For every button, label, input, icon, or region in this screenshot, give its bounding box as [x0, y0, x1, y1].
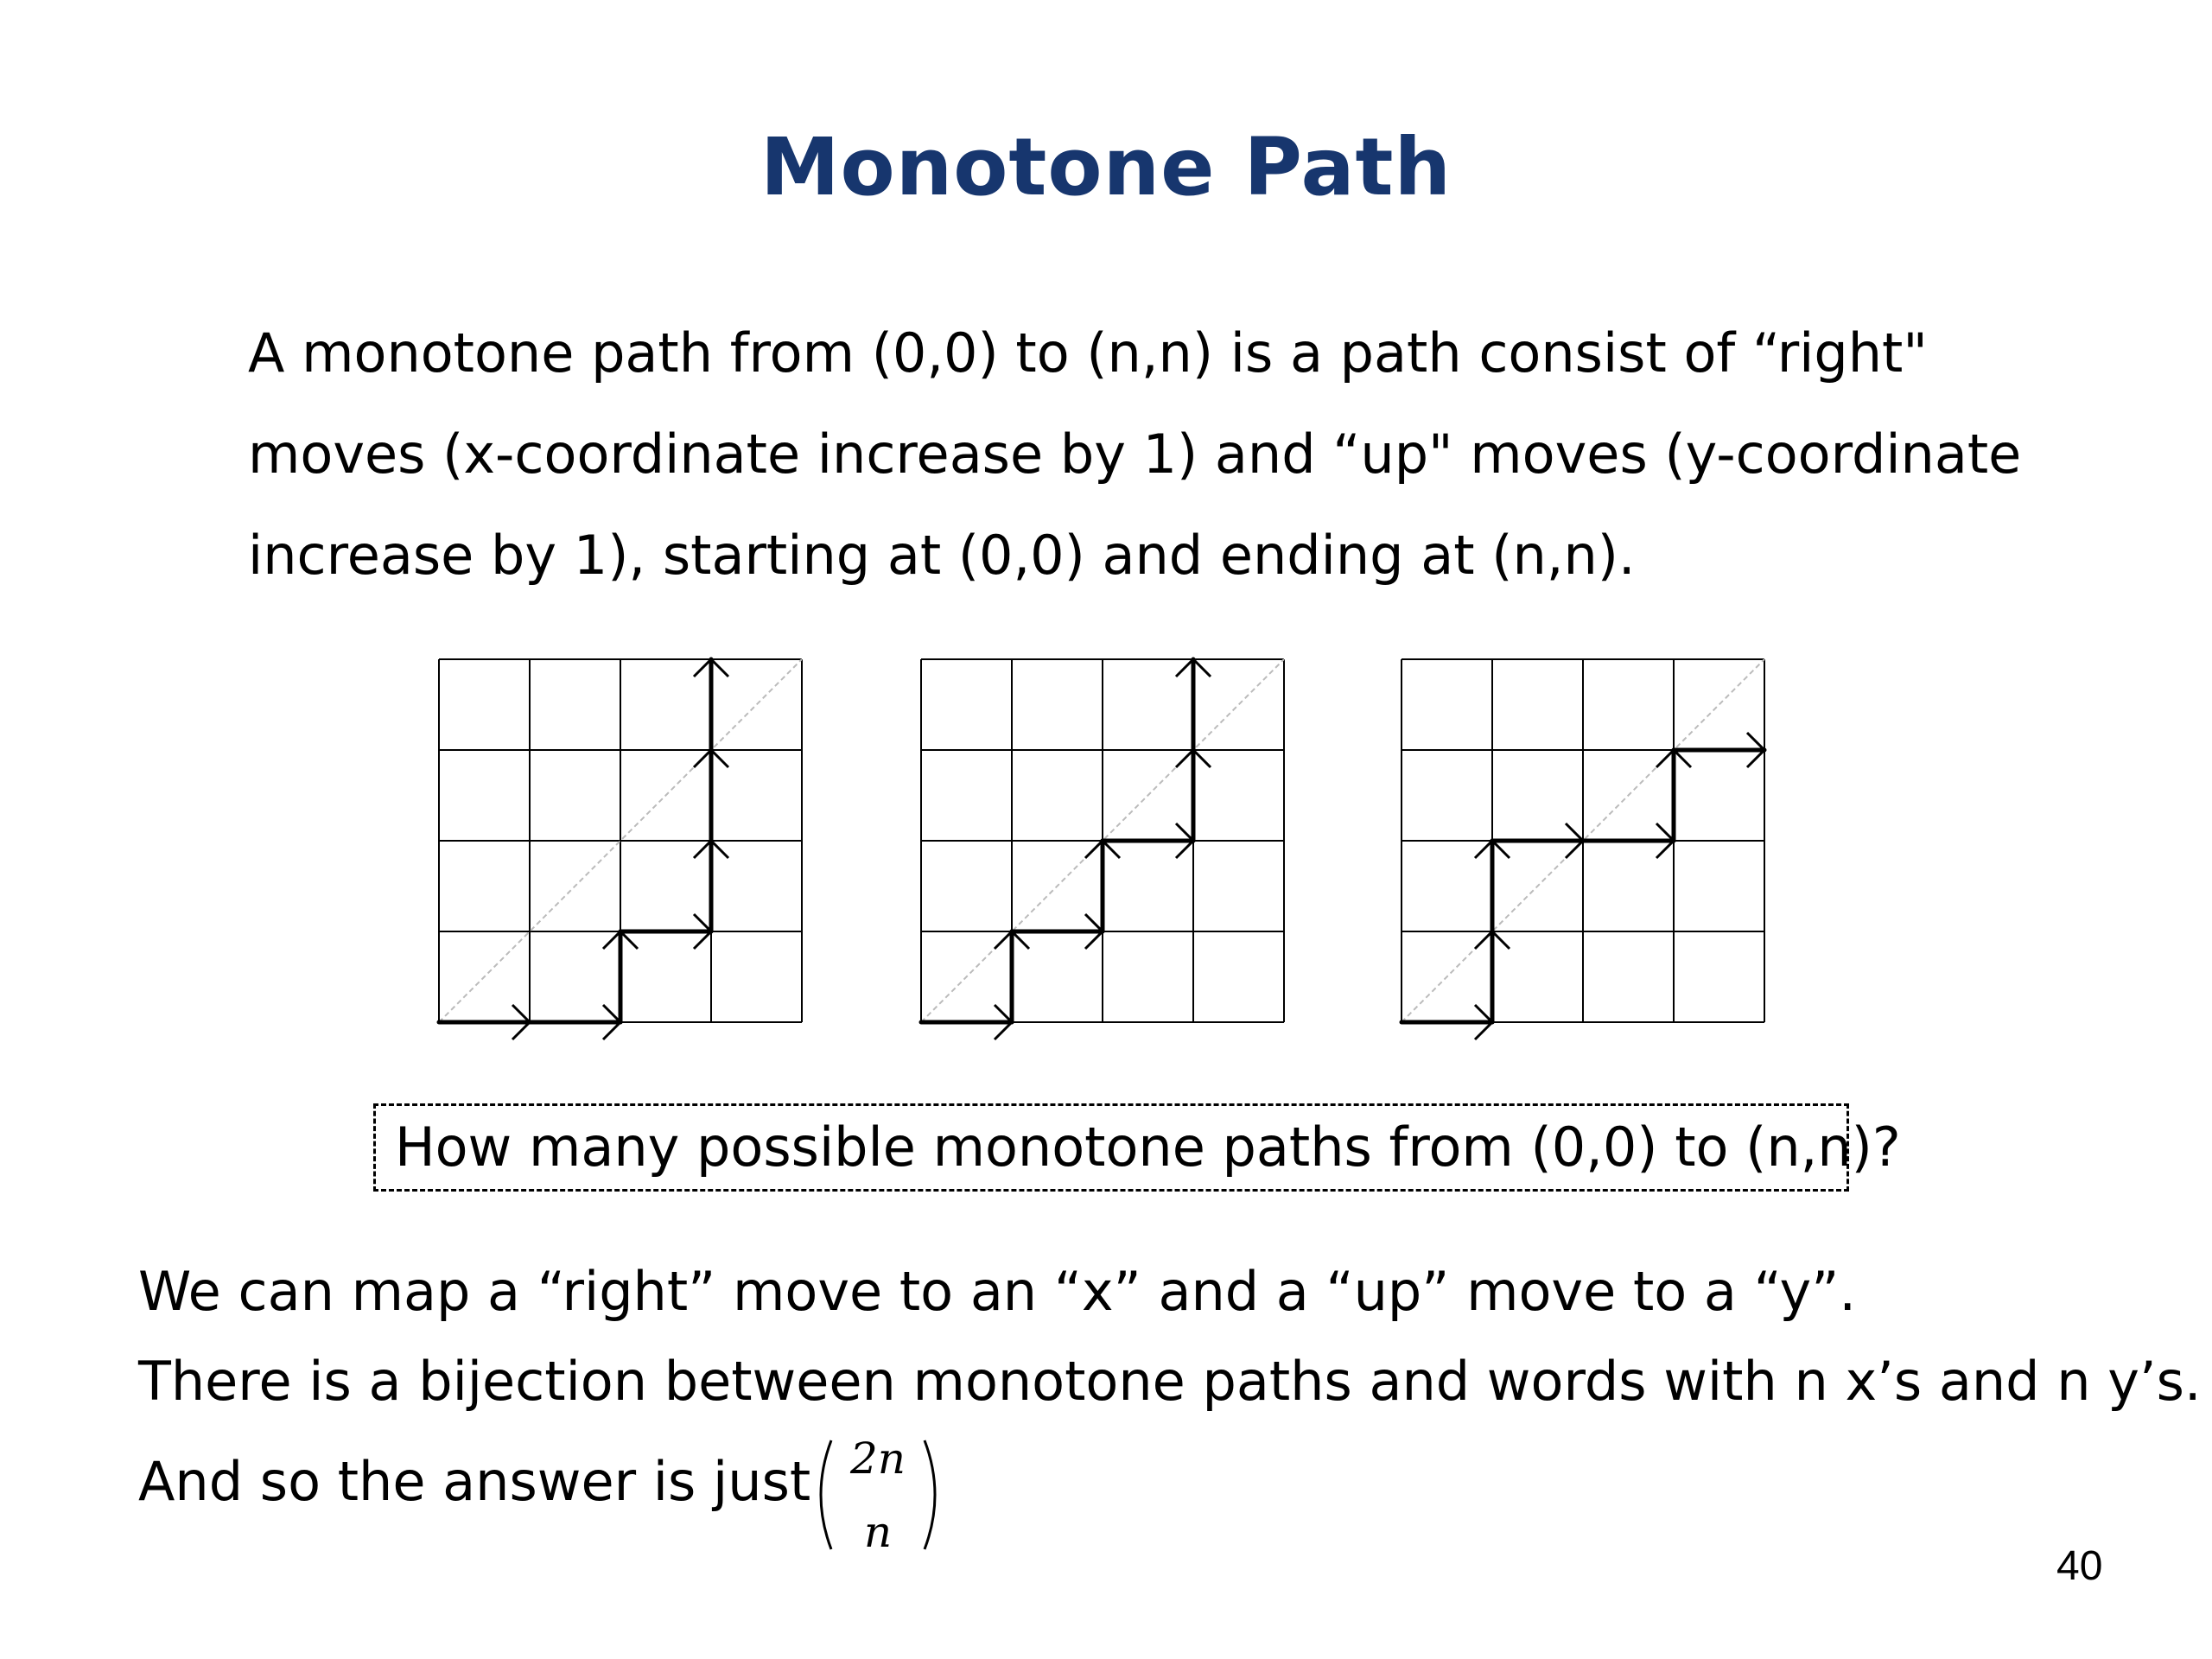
binomial-coefficient [812, 1430, 950, 1560]
definition-line-1: A monotone path from (0,0) to (n,n) is a path consist of “right" [248, 321, 1928, 385]
question-box: How many possible monotone paths from (0,0) to (n,n)? [373, 1103, 1849, 1192]
definition-line-2: moves (x-coordinate increase by 1) and “up" moves (y-coordinate [248, 423, 2022, 486]
bijection-text: There is a bijection between monotone paths and words with n x’s and n y’s. [138, 1350, 2202, 1413]
binomial-top: 2n [849, 1433, 906, 1484]
answer-text: And so the answer is just [138, 1450, 811, 1513]
definition-line-3: increase by 1), starting at (0,0) and ending at (n,n). [248, 524, 1636, 587]
mapping-text: We can map a “right” move to an “x” and a “up” move to a “y”. [138, 1260, 1857, 1323]
grid-diagram-2 [921, 659, 1284, 1039]
slide-title: Monotone Path [760, 121, 1452, 213]
page-number: 40 [2056, 1543, 2103, 1589]
grid-diagram-3 [1402, 659, 1764, 1039]
left-paren [821, 1440, 831, 1549]
right-paren [925, 1440, 935, 1549]
grid-diagram-1 [439, 659, 802, 1039]
binomial-bottom: n [863, 1507, 893, 1557]
